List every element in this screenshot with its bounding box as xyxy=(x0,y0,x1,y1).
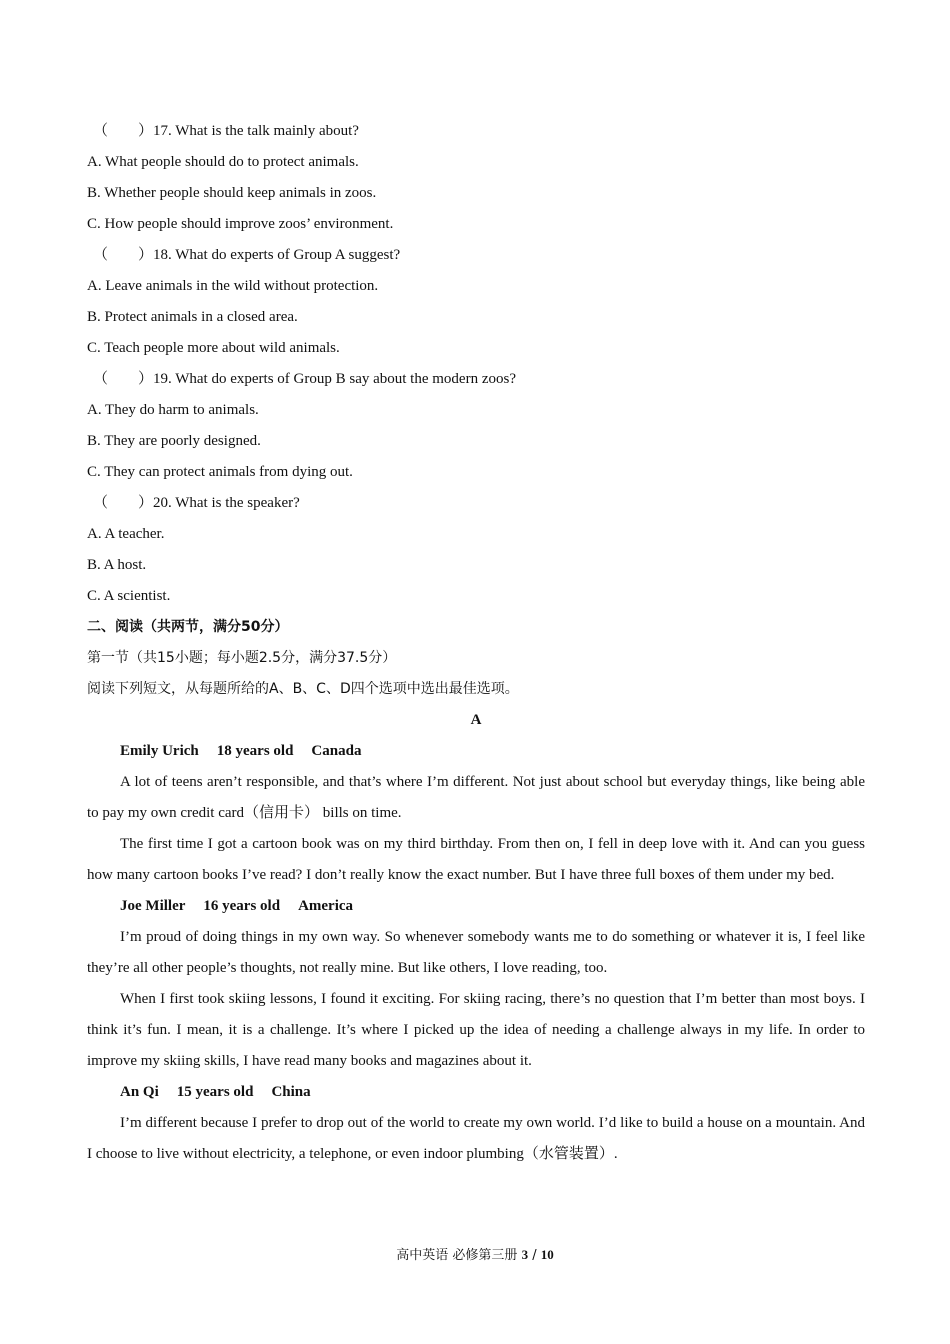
section-title: 二、阅读（共两节，满分50分） xyxy=(87,619,289,635)
question-stem: 20. What is the speaker? xyxy=(153,495,300,511)
paragraph: A lot of teens aren’t responsible, and that’s where I’m different. Not just about school but everyday things, like being able to pay my own credit card（信用卡） bills on time. xyxy=(87,774,865,821)
page-separator: / xyxy=(528,1248,541,1263)
option: A. Leave animals in the wild without protection. xyxy=(87,278,379,294)
option: A. A teacher. xyxy=(87,526,165,542)
option: C. Teach people more about wild animals. xyxy=(87,340,340,356)
answer-blank: （ ） xyxy=(93,495,154,511)
option: B. A host. xyxy=(87,557,147,573)
question-stem: 17. What is the talk mainly about? xyxy=(153,123,359,139)
question-20 xyxy=(87,488,865,519)
option: B. Protect animals in a closed area. xyxy=(87,309,298,325)
person-header xyxy=(87,736,865,767)
person-country: America xyxy=(298,898,354,914)
person-name: Emily Urich xyxy=(120,743,199,759)
option: B. They are poorly designed. xyxy=(87,433,261,449)
question-19 xyxy=(87,364,865,395)
person-header xyxy=(87,891,865,922)
person-age: 15 years old xyxy=(176,1084,254,1100)
paragraph: I’m different because I prefer to drop out of the world to create my own world. I’d like to build a house on a mountain. And I choose to live without electricity, a telephone, or even indoor plumbing（水管装置）. xyxy=(87,1115,865,1162)
passage-label: A xyxy=(470,712,482,728)
page-number: 3 xyxy=(521,1247,529,1262)
person-name: Joe Miller xyxy=(120,898,186,914)
paragraph: I’m proud of doing things in my own way. So whenever somebody wants me to do something or whatever it is, I feel like they’re all other people’s thoughts, not really mine. But like others, I love reading, too. xyxy=(87,929,865,976)
option: A. What people should do to protect animals. xyxy=(87,154,359,170)
section-instruction: 阅读下列短文，从每题所给的A、B、C、D四个选项中选出最佳选项。 xyxy=(87,681,519,697)
person-header xyxy=(87,1077,865,1108)
option: B. Whether people should keep animals in zoos. xyxy=(87,185,377,201)
person-age: 16 years old xyxy=(203,898,281,914)
option: C. How people should improve zoos’ environment. xyxy=(87,216,394,232)
paragraph: The first time I got a cartoon book was on my third birthday. From then on, I fell in deep love with it. And can you guess how many cartoon books I’ve read? I don’t really know the exact number. But I have three full boxes of them under my bed. xyxy=(87,836,865,883)
person-name: An Qi xyxy=(120,1084,159,1100)
option: A. They do harm to animals. xyxy=(87,402,259,418)
question-stem: 18. What do experts of Group A suggest? xyxy=(153,247,401,263)
option: C. They can protect animals from dying out. xyxy=(87,464,353,480)
paragraph: When I first took skiing lessons, I found it exciting. For skiing racing, there’s no question that I’m better than most boys. I think it’s fun. I mean, it is a challenge. It’s where I picked up the idea of needing a challenge always in my life. In order to improve my skiing skills, I have read many books and magazines about it. xyxy=(87,991,865,1069)
answer-blank: （ ） xyxy=(93,123,154,139)
page-footer xyxy=(0,1244,950,1263)
section-part: 第一节（共15小题；每小题2.5分，满分37.5分） xyxy=(87,650,397,666)
answer-blank: （ ） xyxy=(93,371,154,387)
question-stem: 19. What do experts of Group B say about the modern zoos? xyxy=(153,371,516,387)
person-country: Canada xyxy=(311,743,362,759)
footer-label: 高中英语 必修第三册 xyxy=(396,1248,518,1263)
page-content xyxy=(87,116,865,1170)
question-18 xyxy=(87,240,865,271)
person-age: 18 years old xyxy=(216,743,294,759)
person-country: China xyxy=(271,1084,311,1100)
question-17 xyxy=(87,116,865,147)
page-total: 10 xyxy=(540,1247,554,1262)
option: C. A scientist. xyxy=(87,588,171,604)
answer-blank: （ ） xyxy=(93,247,154,263)
